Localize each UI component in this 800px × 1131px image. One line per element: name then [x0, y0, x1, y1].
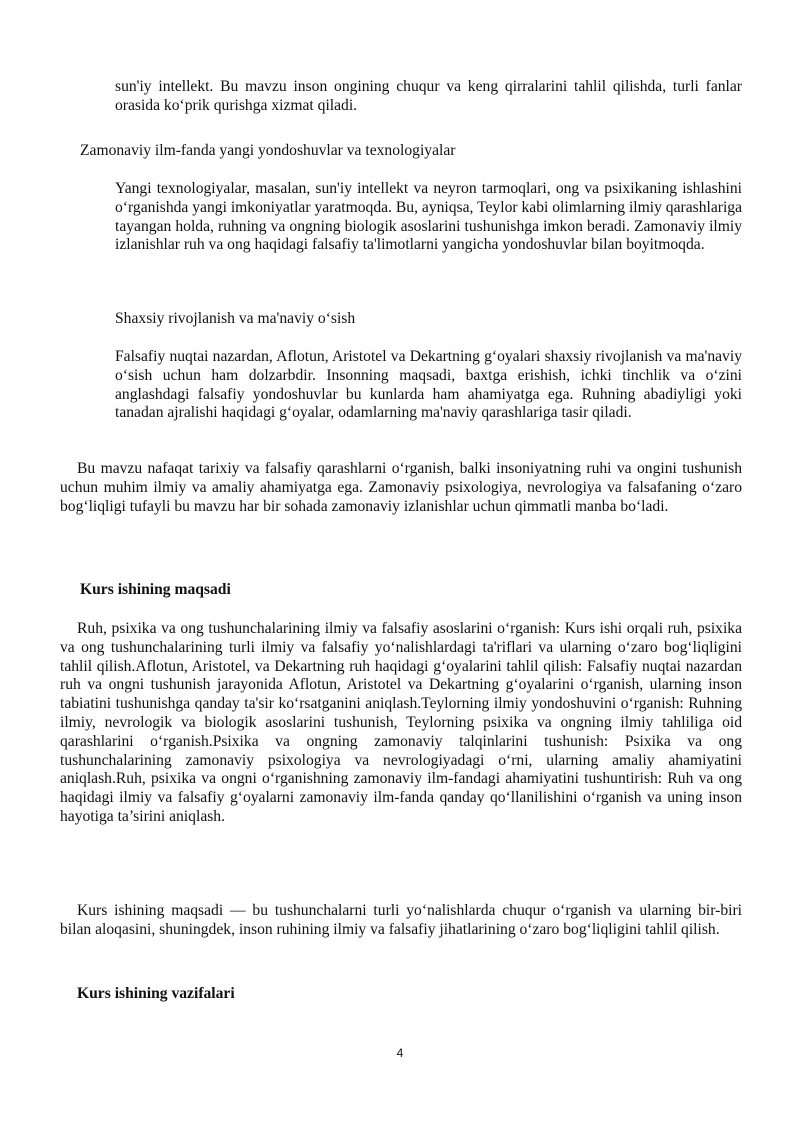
paragraph-philosophical-views: Falsafiy nuqtai nazardan, Aflotun, Aristotel va Dekartning gʻoyalari shaxsiy rivojlanish va ma'naviy oʻsish uchun ham dolzarbdir. Insonning maqsadi, baxtga erishish, ichki tinchlik va oʻzini anglashdagi falsafiy yondoshuvlar bu kunlarda ham ahamiyatga ega. Ruhning abadiyligi yoki tanadan ajralishi haqidagi gʻoyalar, odamlarning ma'naviy qarashlariga tasir qiladi.: [115, 348, 742, 422]
paragraph-topic-importance: Bu mavzu nafaqat tarixiy va falsafiy qarashlarni oʻrganish, balki insoniyatning ruhi va ongini tushunish uchun muhim ilmiy va amaliy ahamiyatga ega. Zamonaviy psixologiya, nevrologiya va falsafaning oʻzaro bogʻliqligi tufayli bu mavzu har bir sohada zamonaviy izlanishlar uchun qimmatli manba boʻladi.: [60, 460, 742, 515]
paragraph-new-technologies: Yangi texnologiyalar, masalan, sun'iy intellekt va neyron tarmoqlari, ong va psixikaning ishlashini oʻrganishda yangi imkoniyatlar yaratmoqda. Bu, ayniqsa, Teylor kabi olimlarning ilmiy qarashlariga tayangan holda, ruhning va ongning biologik asoslarini tushunishga imkon beradi. Zamonaviy ilmiy izlanishlar ruh va ong haqidagi falsafiy ta'limotlarni yangicha yondoshuvlar bilan boyitmoqda.: [115, 180, 742, 254]
page-number: 4: [396, 1046, 404, 1060]
paragraph-intro-continuation: sun'iy intellekt. Bu mavzu inson ongining chuqur va keng qirralarini tahlil qilishda, turli fanlar orasida koʻprik qurishga xizmat qiladi.: [115, 78, 742, 114]
section-heading-course-goal: Kurs ishining maqsadi: [80, 581, 231, 598]
paragraph-course-goals-list: Ruh, psixika va ong tushunchalarining ilmiy va falsafiy asoslarini oʻrganish: Kurs ishi orqali ruh, psixika va ong tushunchalarining turli ilmiy va falsafiy yoʻnalishlardagi ta'riflari va ularning oʻzaro bogʻliqligini tahlil qilish.Aflotun, Aristotel, va Dekartning ruh haqidagi gʻoyalarini tahlil qilish: Falsafiy nuqtai nazardan ruh va ongni tushunish jarayonida Aflotun, Aristotel va Dekartning gʻoyalarini oʻrganish, ularning inson tabiatini tushunishga qanday ta'sir koʻrsatganini aniqlash.Teylorning ilmiy yondoshuvini oʻrganish: Ruhning ilmiy, nevrologik va biologik asoslarini tushunish, Teylorning psixika va ongning ilmiy tahliliga oid qarashlarini oʻrganish.Psixika va ongning zamonaviy talqinlarini tushunish: Psixika va ong tushunchalarining zamonaviy psixologiya va nevrologiyadagi oʻrni, ularning amaliy ahamiyatini aniqlash.Ruh, psixika va ongni oʻrganishning zamonaviy ilm-fandagi ahamiyatini tushuntirish: Ruh va ong haqidagi ilmiy va falsafiy gʻoyalarni zamonaviy ilm-fanda qanday qoʻllanilishini oʻrganish va uning inson hayotiga ta’sirini aniqlash.: [60, 620, 742, 825]
subheading-modern-approaches: Zamonaviy ilm-fanda yangi yondoshuvlar va texnologiyalar: [80, 142, 456, 159]
section-heading-course-tasks: Kurs ishining vazifalari: [77, 985, 235, 1002]
subheading-personal-development: Shaxsiy rivojlanish va ma'naviy oʻsish: [115, 310, 356, 327]
paragraph-course-goal-summary: Kurs ishining maqsadi — bu tushunchalarni turli yoʻnalishlarda chuqur oʻrganish va ularning bir-biri bilan aloqasini, shuningdek, inson ruhining ilmiy va falsafiy jihatlarining oʻzaro bogʻliqligini tahlil qilish.: [60, 902, 742, 938]
